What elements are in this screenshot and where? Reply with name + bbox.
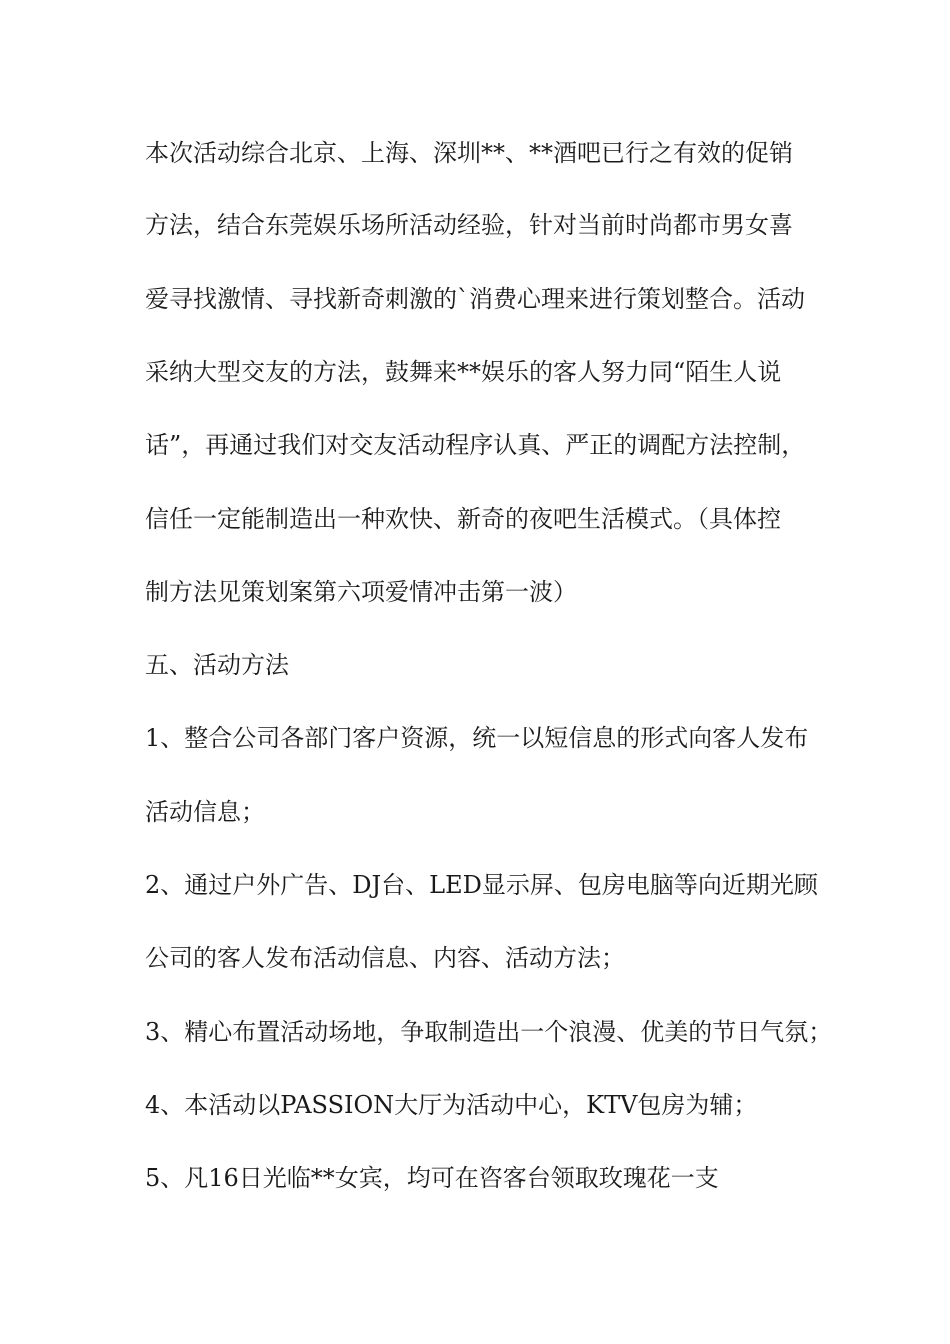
paragraph-line-6: 信任一定能制造出一种欢快、新奇的夜吧生活模式。（具体控 bbox=[145, 505, 781, 533]
list-item-4: 4、本活动以PASSION大厅为活动中心，KTV包房为辅； bbox=[145, 1091, 758, 1119]
paragraph-line-4: 采纳大型交友的方法，鼓舞来**娱乐的客人努力同“陌生人说 bbox=[145, 358, 782, 386]
list-item-1-line-2: 活动信息； bbox=[145, 798, 265, 826]
paragraph-line-3: 爱寻找激情、寻找新奇刺激的`消费心理来进行策划整合。活动 bbox=[145, 285, 805, 313]
paragraph-line-5: 话”，再通过我们对交友活动程序认真、严正的调配方法控制， bbox=[145, 431, 806, 459]
list-item-1-line-1: 1、整合公司各部门客户资源，统一以短信息的形式向客人发布 bbox=[145, 724, 809, 752]
paragraph-line-7: 制方法见策划案第六项爱情冲击第一波） bbox=[145, 578, 577, 606]
list-item-5: 5、凡16日光临**女宾，均可在咨客台领取玫瑰花一支 bbox=[145, 1164, 719, 1192]
list-item-2-line-1: 2、通过户外广告、DJ台、LED显示屏、包房电脑等向近期光顾 bbox=[145, 871, 818, 899]
section-heading: 五、活动方法 bbox=[145, 651, 289, 679]
paragraph-line-2: 方法，结合东莞娱乐场所活动经验，针对当前时尚都市男女喜 bbox=[145, 211, 793, 239]
list-item-2-line-2: 公司的客人发布活动信息、内容、活动方法； bbox=[145, 944, 625, 972]
list-item-3: 3、精心布置活动场地，争取制造出一个浪漫、优美的节日气氛； bbox=[145, 1018, 833, 1046]
paragraph-line-1: 本次活动综合北京、上海、深圳**、**酒吧已行之有效的促销 bbox=[145, 139, 793, 167]
